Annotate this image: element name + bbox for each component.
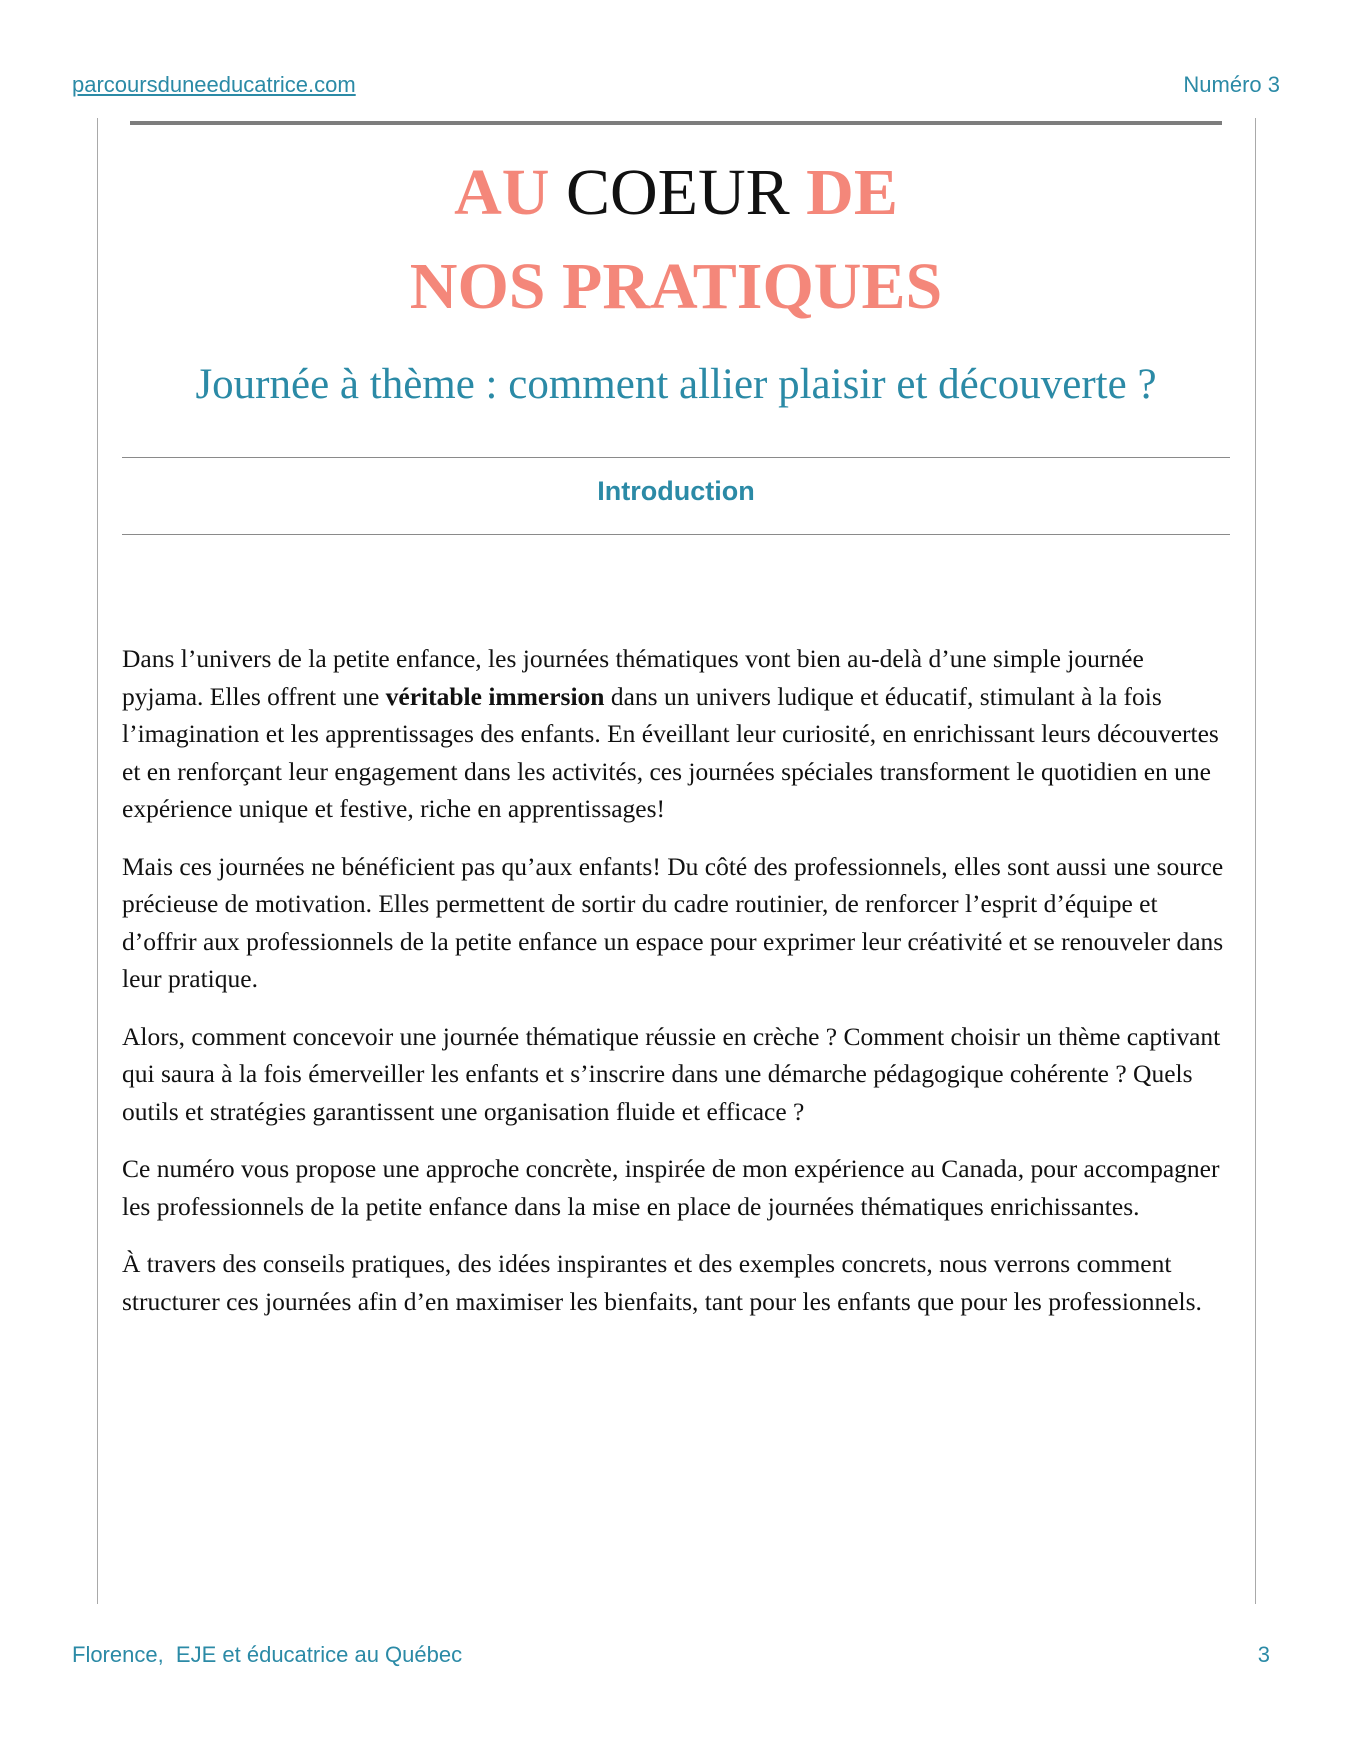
page-subtitle: Journée à thème : comment allier plaisir et découverte ? <box>195 361 1157 408</box>
left-border-line <box>97 118 98 1604</box>
issue-number: Numéro 3 <box>1183 72 1280 97</box>
article-body <box>122 640 1230 1340</box>
paragraph-1-end: dans un univers ludique et éducatif, stimulant à la fois l’imagination et les apprentissages des enfants. En éveillant leur curiosité, en enrichissant leurs découvertes et en renforçant leur engagement dans les activités, ces journées spéciales transforment le quotidien en une expérience unique et festive, riche en apprentissages! <box>122 681 1219 823</box>
footer-author: Florence, EJE et éducatrice au Québec <box>72 1642 463 1667</box>
section-divider-top <box>122 457 1230 458</box>
page-title-line-1 <box>97 156 1255 229</box>
page-number: 3 <box>1257 1642 1270 1667</box>
title-word-au: AU <box>454 156 550 229</box>
paragraph-4: Ce numéro vous propose une approche concrète, inspirée de mon expérience au Canada, pour accompagner les professionnels de la petite enfance dans la mise en place de journées thématiques enrichissantes. <box>122 1154 1220 1221</box>
title-word-coeur: COEUR <box>565 156 790 229</box>
right-border-line <box>1255 118 1256 1604</box>
paragraph-1-start: Dans l’univers de la petite enfance, les journées thématiques vont bien au-delà d’une simple journée pyjama. Elles offrent une <box>122 644 1144 711</box>
paragraph-5: À travers des conseils pratiques, des idées inspirantes et des exemples concrets, nous verrons comment structurer ces journées afin d’en maximiser les bienfaits, tant pour les enfants que pour les professionnels. <box>122 1249 1202 1316</box>
title-word-de: DE <box>806 156 898 229</box>
page-title-line-2 <box>97 250 1255 323</box>
section-heading: Introduction <box>597 476 755 506</box>
section-divider-bottom <box>122 534 1230 535</box>
title-words-nos-pratiques: NOS PRATIQUES <box>409 250 943 323</box>
top-divider <box>130 121 1222 125</box>
paragraph-2: Mais ces journées ne bénéficient pas qu’aux enfants! Du côté des professionnels, elles sont aussi une source précieuse de motivation. Elles permettent de sortir du cadre routinier, de renforcer l’esprit d’équipe et d’offrir aux professionnels de la petite enfance un espace pour exprimer leur créativité et se renouveler dans leur pratique. <box>122 851 1224 993</box>
paragraph-1 <box>122 640 1230 828</box>
site-link[interactable]: parcoursduneeducatrice.com <box>72 72 356 97</box>
paragraph-1-bold: véritable immersion <box>385 681 605 711</box>
paragraph-3: Alors, comment concevoir une journée thématique réussie en crèche ? Comment choisir un thème captivant qui saura à la fois émerveiller les enfants et s’inscrire dans une démarche pédagogique cohérente ? Quels outils et stratégies garantissent une organisation fluide et efficace ? <box>122 1021 1221 1126</box>
